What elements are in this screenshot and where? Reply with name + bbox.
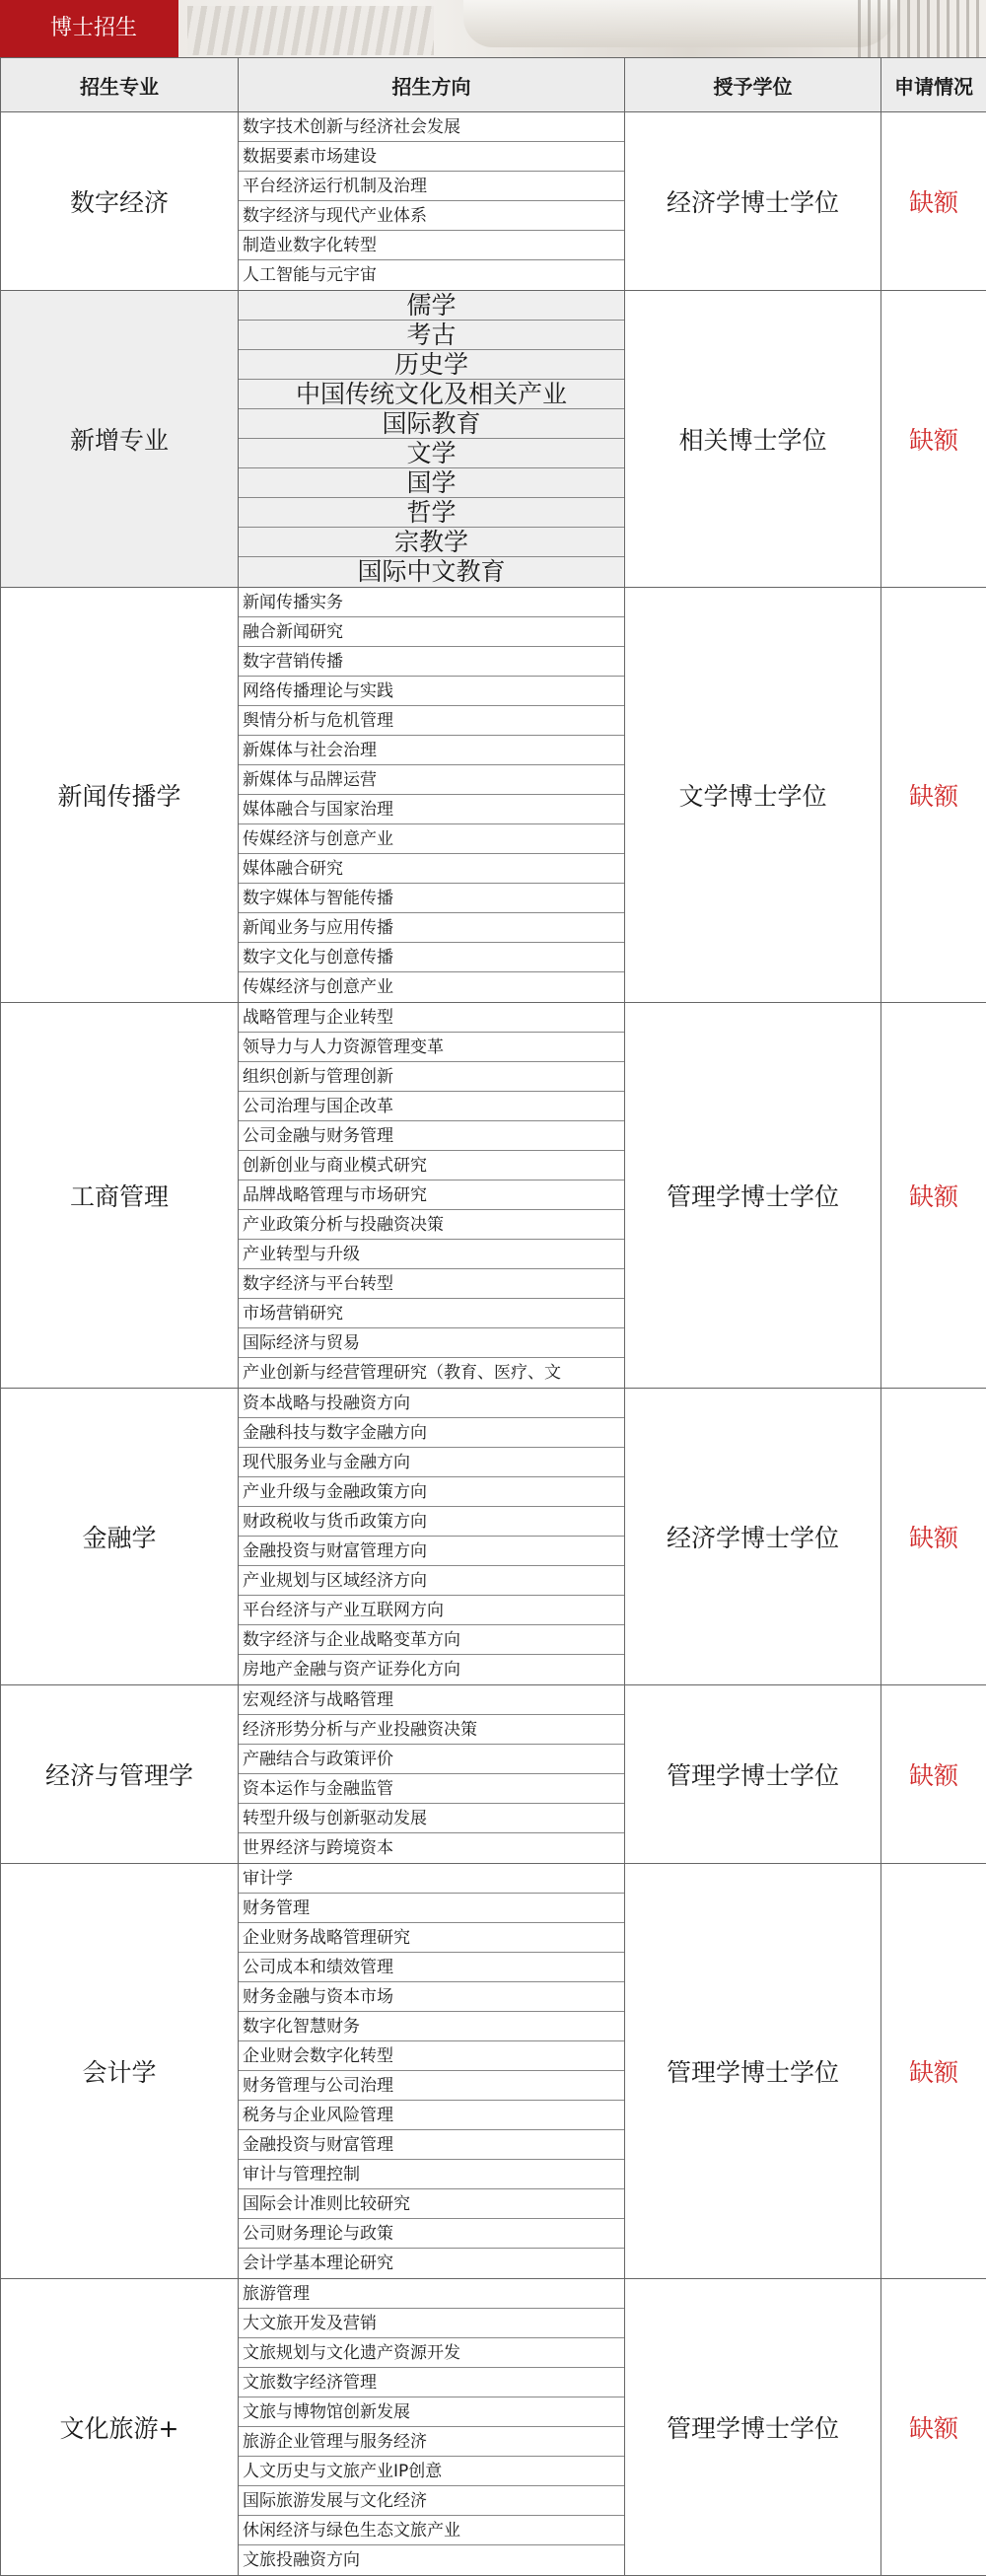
direction-item: 国际旅游发展与文化经济 [239,2486,624,2516]
direction-item: 现代服务业与金融方向 [239,1448,624,1477]
enrollment-table [0,57,986,2576]
direction-item: 审计学 [239,1864,624,1894]
status-cell: 缺额 [881,2279,986,2576]
direction-item: 品牌战略管理与市场研究 [239,1181,624,1210]
direction-item: 数字媒体与智能传播 [239,884,624,913]
direction-item: 数字经济与平台转型 [239,1269,624,1299]
direction-item: 资本运作与金融监管 [239,1774,624,1804]
banner-book-image [463,0,897,47]
direction-item: 产业转型与升级 [239,1240,624,1269]
direction-item: 产业规划与区域经济方向 [239,1566,624,1596]
degree-cell: 经济学博士学位 [625,1389,881,1685]
status-cell: 缺额 [881,1003,986,1389]
direction-item: 媒体融合与国家治理 [239,795,624,824]
direction-list [239,1003,625,1389]
direction-list [239,1864,625,2279]
direction-item: 人文历史与文旅产业IP创意 [239,2457,624,2486]
direction-item: 会计学基本理论研究 [239,2249,624,2278]
direction-item: 人工智能与元宇宙 [239,260,624,290]
direction-item: 大文旅开发及营销 [239,2309,624,2338]
table-body [1,112,986,2576]
direction-item: 产融结合与政策评价 [239,1745,624,1774]
direction-item: 哲学 [239,498,624,528]
direction-item: 传媒经济与创意产业 [239,824,624,854]
direction-list [239,2279,625,2576]
degree-cell: 经济学博士学位 [625,112,881,291]
degree-cell: 管理学博士学位 [625,1864,881,2279]
table-row [1,112,986,291]
direction-item: 数字经济与现代产业体系 [239,201,624,231]
direction-item: 文旅数字经济管理 [239,2368,624,2397]
direction-list [239,291,625,588]
degree-cell: 文学博士学位 [625,588,881,1003]
direction-item: 转型升级与创新驱动发展 [239,1804,624,1833]
status-cell: 缺额 [881,1864,986,2279]
direction-item: 旅游管理 [239,2279,624,2309]
direction-item: 数字营销传播 [239,647,624,677]
direction-item: 平台经济运行机制及治理 [239,172,624,201]
direction-item: 平台经济与产业互联网方向 [239,1596,624,1625]
major-cell: 经济与管理学 [1,1685,239,1864]
direction-item: 财政税收与货币政策方向 [239,1507,624,1537]
direction-item: 文旅规划与文化遗产资源开发 [239,2338,624,2368]
status-cell: 缺额 [881,588,986,1003]
direction-item: 休闲经济与绿色生态文旅产业 [239,2516,624,2545]
direction-item: 数字技术创新与经济社会发展 [239,112,624,142]
direction-item: 公司治理与国企改革 [239,1092,624,1121]
header-banner [0,0,986,59]
direction-item: 新闻传播实务 [239,588,624,617]
direction-item: 旅游企业管理与服务经济 [239,2427,624,2457]
table-row [1,1685,986,1864]
direction-item: 制造业数字化转型 [239,231,624,260]
direction-item: 金融投资与财富管理 [239,2130,624,2160]
table-row [1,291,986,588]
major-cell: 会计学 [1,1864,239,2279]
direction-item: 金融投资与财富管理方向 [239,1537,624,1566]
direction-item: 企业财务战略管理研究 [239,1923,624,1953]
direction-item: 企业财会数字化转型 [239,2041,624,2071]
direction-list [239,112,625,291]
degree-cell: 相关博士学位 [625,291,881,588]
banner-binder-rings [858,0,986,59]
direction-item: 财务管理 [239,1894,624,1923]
direction-item: 世界经济与跨境资本 [239,1833,624,1863]
status-cell: 缺额 [881,291,986,588]
direction-item: 考古 [239,321,624,350]
table-header-row [1,58,986,112]
direction-item: 传媒经济与创意产业 [239,972,624,1002]
direction-item: 数据要素市场建设 [239,142,624,172]
direction-item: 税务与企业风险管理 [239,2101,624,2130]
direction-item: 国学 [239,468,624,498]
major-cell: 新增专业 [1,291,239,588]
table-row [1,1389,986,1685]
direction-item: 国际教育 [239,409,624,439]
degree-cell: 管理学博士学位 [625,2279,881,2576]
direction-item: 历史学 [239,350,624,380]
direction-item: 网络传播理论与实践 [239,677,624,706]
direction-item: 数字文化与创意传播 [239,943,624,972]
direction-item: 资本战略与投融资方向 [239,1389,624,1418]
direction-list [239,1389,625,1685]
status-cell: 缺额 [881,1685,986,1864]
direction-item: 国际中文教育 [239,557,624,587]
header-major: 招生专业 [1,58,239,112]
direction-item: 创新创业与商业模式研究 [239,1151,624,1181]
direction-item: 文旅投融资方向 [239,2545,624,2575]
direction-item: 中国传统文化及相关产业 [239,380,624,409]
direction-item: 国际会计准则比较研究 [239,2189,624,2219]
major-cell: 数字经济 [1,112,239,291]
direction-item: 宏观经济与战略管理 [239,1685,624,1715]
direction-item: 财务金融与资本市场 [239,1982,624,2012]
direction-item: 审计与管理控制 [239,2160,624,2189]
direction-item: 经济形势分析与产业投融资决策 [239,1715,624,1745]
major-cell: 工商管理 [1,1003,239,1389]
direction-item: 房地产金融与资产证券化方向 [239,1655,624,1684]
degree-cell: 管理学博士学位 [625,1003,881,1389]
table-row [1,588,986,1003]
direction-item: 公司金融与财务管理 [239,1121,624,1151]
major-cell: 新闻传播学 [1,588,239,1003]
direction-item: 融合新闻研究 [239,617,624,647]
direction-item: 市场营销研究 [239,1299,624,1328]
table-row [1,2279,986,2576]
direction-item: 战略管理与企业转型 [239,1003,624,1033]
header-degree: 授予学位 [625,58,881,112]
direction-item: 数字经济与企业战略变革方向 [239,1625,624,1655]
direction-item: 宗教学 [239,528,624,557]
direction-item: 文旅与博物馆创新发展 [239,2397,624,2427]
status-cell: 缺额 [881,1389,986,1685]
direction-item: 金融科技与数字金融方向 [239,1418,624,1448]
banner-decoration [187,6,434,55]
table-row [1,1003,986,1389]
major-cell: 金融学 [1,1389,239,1685]
degree-cell: 管理学博士学位 [625,1685,881,1864]
status-cell: 缺额 [881,112,986,291]
major-cell: 文化旅游+ [1,2279,239,2576]
direction-item: 产业政策分析与投融资决策 [239,1210,624,1240]
direction-item: 文学 [239,439,624,468]
direction-item: 产业创新与经营管理研究（教育、医疗、文 [239,1358,624,1388]
direction-item: 财务管理与公司治理 [239,2071,624,2101]
direction-item: 新媒体与品牌运营 [239,765,624,795]
direction-item: 儒学 [239,291,624,321]
table-row [1,1864,986,2279]
direction-list [239,588,625,1003]
direction-item: 媒体融合研究 [239,854,624,884]
direction-item: 领导力与人力资源管理变革 [239,1033,624,1062]
direction-item: 新闻业务与应用传播 [239,913,624,943]
direction-list [239,1685,625,1864]
direction-item: 公司财务理论与政策 [239,2219,624,2249]
direction-item: 公司成本和绩效管理 [239,1953,624,1982]
direction-item: 产业升级与金融政策方向 [239,1477,624,1507]
header-direction: 招生方向 [239,58,625,112]
header-status: 申请情况 [881,58,986,112]
direction-item: 组织创新与管理创新 [239,1062,624,1092]
banner-tag: 博士招生 [0,0,178,57]
direction-item: 国际经济与贸易 [239,1328,624,1358]
direction-item: 数字化智慧财务 [239,2012,624,2041]
direction-item: 新媒体与社会治理 [239,736,624,765]
direction-item: 舆情分析与危机管理 [239,706,624,736]
